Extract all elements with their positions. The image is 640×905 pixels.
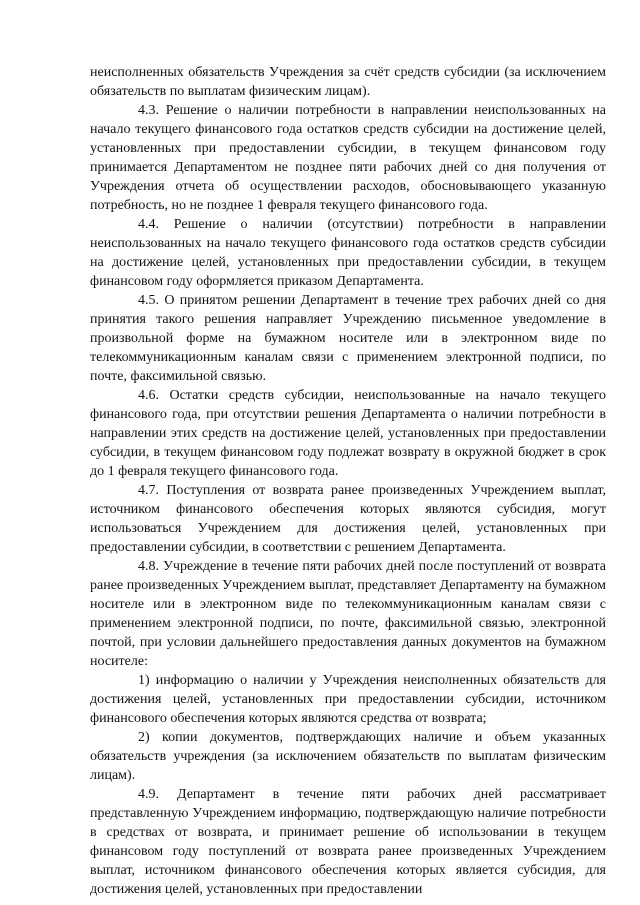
list-item-2: 2) копии документов, подтверждающих наличие и объем указанных обязательств учреждения (за исключением обязательств по выплатам физическим лицам). xyxy=(90,730,606,783)
paragraph-4-4: 4.4. Решение о наличии (отсутствии) потребности в направлении неиспользованных на начало текущего финансового года остатков средств субсидии на достижение целей, установленных при предоставлении субсидии, в текущем финансовом году оформляется приказом Департамента. xyxy=(90,217,606,289)
paragraph-continuation: неисполненных обязательств Учреждения за счёт средств субсидии (за исключением обязательств по выплатам физическим лицам). xyxy=(90,65,606,99)
paragraph-4-8: 4.8. Учреждение в течение пяти рабочих дней после поступлений от возврата ранее произведенных Учреждением выплат, представляет Департаменту на бумажном носителе или в электронном виде по телекоммуникационным каналам связи с применением электронной подписи, по почте, факсимильной связью, электронной почтой, при условии дальнейшего предоставления данных документов на бумажном носителе: xyxy=(90,559,606,669)
document-body xyxy=(90,63,606,899)
paragraph-4-5: 4.5. О принятом решении Департамент в течение трех рабочих дней со дня принятия такого решения направляет Учреждению письменное уведомление в произвольной форме на бумажном носителе или в электронном виде по телекоммуникационным каналам связи с применением электронной подписи, по почте, факсимильной связью. xyxy=(90,293,606,384)
paragraph-4-7: 4.7. Поступления от возврата ранее произведенных Учреждением выплат, источником финансового обеспечения которых являются субсидия, могут использоваться Учреждением для достижения целей, установленных при предоставлении субсидии, в соответствии с решением Департамента. xyxy=(90,483,606,555)
list-item-1: 1) информацию о наличии у Учреждения неисполненных обязательств для достижения целей, установленных при предоставлении субсидии, источником финансового обеспечения которых являются средства от возврата; xyxy=(90,673,606,726)
paragraph-4-3: 4.3. Решение о наличии потребности в направлении неиспользованных на начало текущего финансового года остатков средств субсидии на достижение целей, установленных при предоставлении субсидии, в текущем финансовом году принимается Департаментом не позднее пяти рабочих дней со дня получения от Учреждения отчета об осуществлении расходов, обосновывающего указанную потребность, но не позднее 1 февраля текущего финансового года. xyxy=(90,103,606,213)
paragraph-4-9: 4.9. Департамент в течение пяти рабочих дней рассматривает представленную Учреждением информацию, подтверждающую наличие потребности в средствах от возврата, и принимает решение об использовании в текущем финансовом году поступлений от возврата ранее произведенных Учреждением выплат, источником финансового обеспечения которых является субсидия, для достижения целей, установленных при предоставлении xyxy=(90,787,606,897)
paragraph-4-6: 4.6. Остатки средств субсидии, неиспользованные на начало текущего финансового года, при отсутствии решения Департамента о наличии потребности в направлении этих средств на достижение целей, установленных при предоставлении субсидии, в текущем финансовом году подлежат возврату в окружной бюджет в срок до 1 февраля текущего финансового года. xyxy=(90,388,606,479)
